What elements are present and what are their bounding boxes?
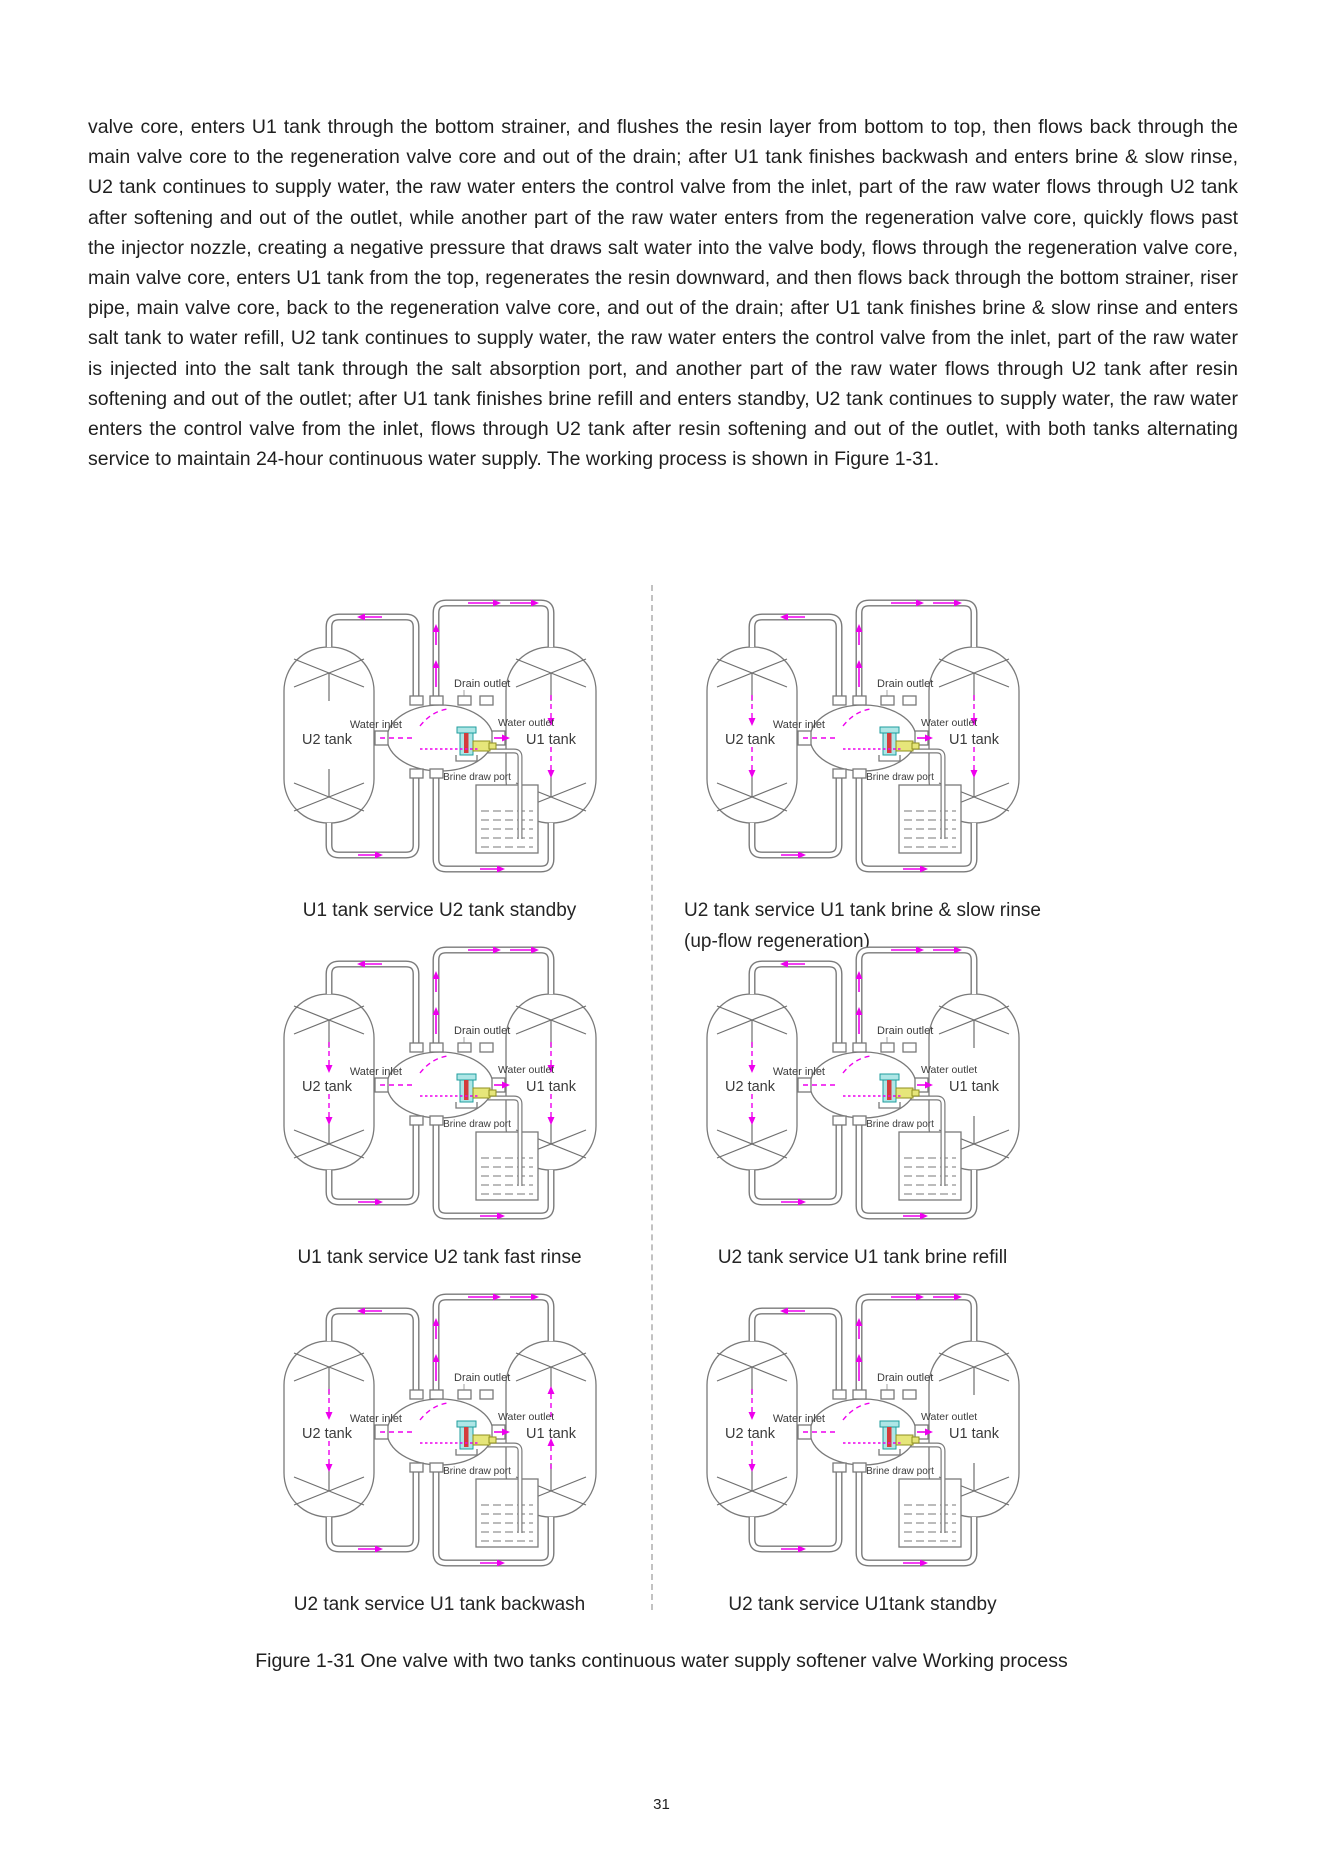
brine-draw-port-label: Brine draw port xyxy=(865,1466,934,1477)
water-outlet-label: Water outlet xyxy=(920,717,977,729)
u2-top-distributor xyxy=(294,1353,364,1395)
u1-tank-label: U1 tank xyxy=(948,1426,999,1442)
control-valve-body xyxy=(375,696,505,778)
u1-top-distributor xyxy=(516,659,586,701)
figure-caption: Figure 1-31 One valve with two tanks continuous water supply softener valve Working process xyxy=(255,1650,1068,1672)
water-outlet-label: Water outlet xyxy=(920,1064,977,1076)
control-valve-body xyxy=(798,1390,928,1472)
control-valve-body xyxy=(798,696,928,778)
brine-draw-port-label: Brine draw port xyxy=(442,772,511,783)
drain-outlet-label: Drain outlet xyxy=(453,1025,510,1037)
u2-tank-label: U2 tank xyxy=(724,732,775,748)
diagram-cell-3 xyxy=(228,930,651,1277)
u2-top-distributor xyxy=(717,1353,787,1395)
brine-draw-port-label: Brine draw port xyxy=(442,1466,511,1477)
water-inlet-label: Water inlet xyxy=(349,1413,402,1425)
water-outlet-label: Water outlet xyxy=(497,1064,554,1076)
u1-tank-label: U1 tank xyxy=(525,1426,576,1442)
diagram-caption xyxy=(651,1589,1074,1620)
water-inlet-label: Water inlet xyxy=(349,1066,402,1078)
u1-tank-label: U1 tank xyxy=(525,732,576,748)
diagram-caption-line2: (up-flow regeneration) xyxy=(684,931,870,952)
diagram-caption-line1: U2 tank service U1 tank brine refill xyxy=(717,1247,1008,1268)
drain-outlet-label: Drain outlet xyxy=(876,678,933,690)
softener-valve-diagram xyxy=(270,583,610,883)
u2-top-distributor xyxy=(294,1006,364,1048)
u1-top-distributor xyxy=(516,1006,586,1048)
softener-valve-diagram xyxy=(693,1277,1033,1577)
brine-tank xyxy=(899,1479,961,1547)
diagram-caption-line1: U2 tank service U1 tank backwash xyxy=(293,1594,586,1615)
u2-tank-label: U2 tank xyxy=(724,1426,775,1442)
diagram-cell-2 xyxy=(651,583,1074,952)
diagram-caption-line1: U2 tank service U1 tank brine & slow rinse xyxy=(684,900,1041,921)
diagram-grid xyxy=(228,583,1074,1624)
u2-tank-label: U2 tank xyxy=(301,1426,352,1442)
drain-outlet-label: Drain outlet xyxy=(876,1372,933,1384)
u2-bottom-strainer xyxy=(294,769,364,811)
u1-tank-label: U1 tank xyxy=(948,732,999,748)
diagram-caption xyxy=(228,1242,651,1273)
u2-tank-label: U2 tank xyxy=(301,1079,352,1095)
u2-top-distributor xyxy=(294,659,364,701)
water-inlet-label: Water inlet xyxy=(772,1413,825,1425)
u1-tank-label: U1 tank xyxy=(525,1079,576,1095)
u2-top-distributor xyxy=(717,659,787,701)
column-divider xyxy=(651,585,653,1610)
water-outlet-label: Water outlet xyxy=(497,1411,554,1423)
u1-top-distributor xyxy=(939,659,1009,701)
u1-top-distributor xyxy=(939,1006,1009,1048)
diagram-caption-line1: U2 tank service U1tank standby xyxy=(728,1594,997,1615)
diagram-caption xyxy=(228,1589,651,1620)
diagram-caption-line1: U1 tank service U2 tank standby xyxy=(302,900,577,921)
drain-outlet-label: Drain outlet xyxy=(453,1372,510,1384)
diagram-cell-5 xyxy=(228,1277,651,1624)
water-inlet-label: Water inlet xyxy=(772,1066,825,1078)
softener-valve-diagram xyxy=(693,583,1033,883)
brine-draw-port-label: Brine draw port xyxy=(865,1119,934,1130)
diagram-caption xyxy=(651,1242,1074,1273)
u2-top-distributor xyxy=(717,1006,787,1048)
water-inlet-label: Water inlet xyxy=(772,719,825,731)
u1-top-distributor xyxy=(939,1353,1009,1395)
water-outlet-label: Water outlet xyxy=(920,1411,977,1423)
brine-tank xyxy=(899,785,961,853)
u1-tank-label: U1 tank xyxy=(948,1079,999,1095)
u2-tank-label: U2 tank xyxy=(301,732,352,748)
brine-tank xyxy=(476,785,538,853)
diagram-cell-6 xyxy=(651,1277,1074,1624)
softener-valve-diagram xyxy=(693,930,1033,1230)
brine-tank xyxy=(899,1132,961,1200)
drain-outlet-label: Drain outlet xyxy=(876,1025,933,1037)
control-valve-body xyxy=(375,1043,505,1125)
diagram-cell-1 xyxy=(228,583,651,930)
u2-tank-label: U2 tank xyxy=(724,1079,775,1095)
page-number: 31 xyxy=(653,1796,670,1813)
drain-outlet-label: Drain outlet xyxy=(453,678,510,690)
water-inlet-label: Water inlet xyxy=(349,719,402,731)
brine-tank xyxy=(476,1479,538,1547)
water-outlet-label: Water outlet xyxy=(497,717,554,729)
brine-draw-port-label: Brine draw port xyxy=(442,1119,511,1130)
diagram-caption xyxy=(228,895,651,926)
body-paragraph: valve core, enters U1 tank through the bottom strainer, and flushes the resin layer from bottom to top, then flows back through the main valve core to the regeneration valve core and out of the drain; after U1 tank finishes backwash and enters brine & slow rinse, U2 tank continues to supply water, the raw water enters the control valve from the inlet, part of the raw water flows through U2 tank after softening and out of the outlet, while another part of the raw water enters from the regeneration valve core, quickly flows past the injector nozzle, creating a negative pressure that draws salt water into the valve body, flows through the regeneration valve core, main valve core, enters U1 tank from the top, regenerates the resin downward, and then flows back through the bottom strainer, riser pipe, main valve core, back to the regeneration valve core, and out of the drain; after U1 tank finishes brine & slow rinse and enters salt tank to water refill, U2 tank continues to supply water, the raw water enters the control valve from the inlet, part of the raw water is injected into the salt tank through the salt absorption port, and another part of the raw water flows through U2 tank after resin softening and out of the outlet; after U1 tank finishes brine refill and enters standby, U2 tank continues to supply water, the raw water enters the control valve from the inlet, flows through U2 tank after resin softening and out of the outlet, with both tanks alternating service to maintain 24-hour continuous water supply. The working process is shown in Figure 1-31. xyxy=(88,116,1238,471)
brine-tank xyxy=(476,1132,538,1200)
diagram-caption-line1: U1 tank service U2 tank fast rinse xyxy=(297,1247,582,1268)
softener-valve-diagram xyxy=(270,930,610,1230)
diagram-cell-4 xyxy=(651,930,1074,1277)
control-valve-body xyxy=(798,1043,928,1125)
brine-draw-port-label: Brine draw port xyxy=(865,772,934,783)
control-valve-body xyxy=(375,1390,505,1472)
softener-valve-diagram xyxy=(270,1277,610,1577)
